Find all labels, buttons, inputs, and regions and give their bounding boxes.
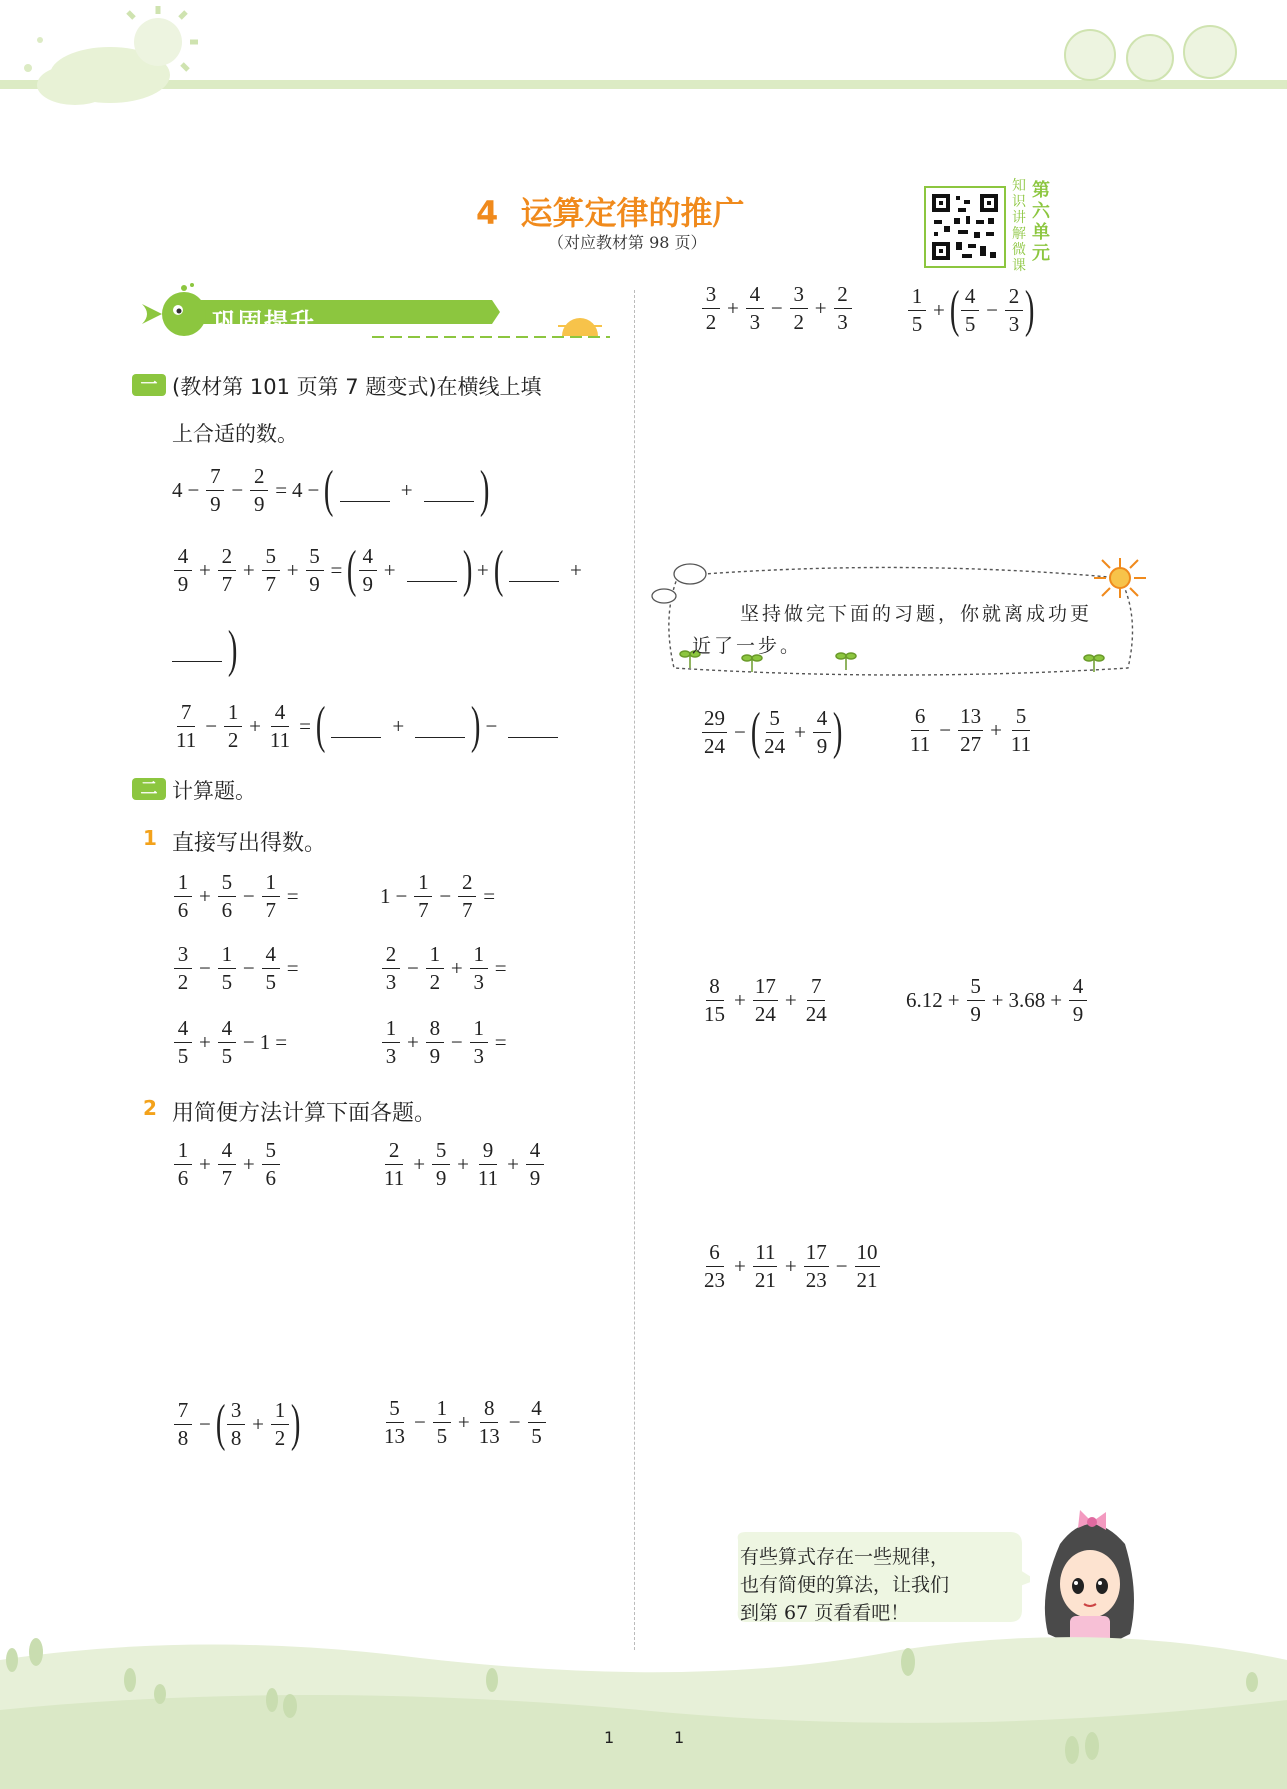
answer-blank[interactable] bbox=[340, 479, 390, 502]
q2-number: 2 bbox=[143, 1096, 157, 1120]
section-badge-label: 巩固提升 bbox=[212, 308, 316, 336]
answer-blank[interactable] bbox=[508, 715, 558, 738]
page-number-left: 1 bbox=[604, 1728, 615, 1747]
tip-text-line2: 近了一步。 bbox=[692, 635, 803, 657]
qr-caption-left: 知识讲解微课 bbox=[1012, 178, 1026, 274]
oral-calc-4: $\frac{2}{3}$ − $\frac{1}{2}$ + $\frac{1}{3}$ = bbox=[380, 944, 512, 993]
qr-code[interactable] bbox=[924, 186, 1006, 268]
oral-calc-5: $\frac{4}{5}$ + $\frac{4}{5}$ − 1 = bbox=[172, 1018, 292, 1067]
fill-blank-equation-1: 4 − $\frac{7}{9}$ − $\frac{2}{9}$ = 4 − ( + ) bbox=[172, 461, 489, 518]
lesson-title: 4 运算定律的推广 bbox=[476, 194, 745, 232]
fill-blank-equation-3: $\frac{7}{11}$ − $\frac{1}{2}$ + $\frac{4}{11}$ = ( + ) − bbox=[172, 700, 564, 752]
part2-marker: 二 bbox=[132, 778, 166, 800]
speech-line1: 有些算式存在一些规律， bbox=[740, 1546, 950, 1568]
q2-text: 用简便方法计算下面各题。 bbox=[172, 1101, 437, 1126]
part1-instruction-line1: (教材第 101 页第 7 题变式)在横线上填 bbox=[172, 375, 542, 399]
oral-calc-1: $\frac{1}{6}$ + $\frac{5}{6}$ − $\frac{1}{7}$ = bbox=[172, 872, 304, 921]
simplify-calc-5: $\frac{3}{2}$ + $\frac{4}{3}$ − $\frac{3}{2}$ + $\frac{2}{3}$ bbox=[700, 284, 854, 333]
answer-blank[interactable] bbox=[172, 639, 222, 662]
answer-blank[interactable] bbox=[415, 715, 465, 738]
page-number-right: 1 bbox=[674, 1728, 685, 1747]
q1-text: 直接写出得数。 bbox=[172, 831, 327, 856]
part1-marker: 一 bbox=[132, 374, 166, 396]
lesson-textbook-ref: （对应教材第 98 页） bbox=[548, 233, 707, 252]
simplify-calc-4: $\frac{5}{13}$ − $\frac{1}{5}$ + $\frac{8}{13}$ − $\frac{4}{5}$ bbox=[380, 1398, 548, 1447]
answer-blank[interactable] bbox=[331, 715, 381, 738]
header-decoration bbox=[0, 0, 1287, 120]
simplify-calc-11: $\frac{6}{23}$ + $\frac{11}{21}$ + $\frac{17}{23}$ − $\frac{10}{21}$ bbox=[704, 1240, 878, 1292]
simplify-calc-7: $\frac{29}{24}$ − ( $\frac{5}{24}$ + $\frac{4}{9}$ ) bbox=[704, 703, 843, 760]
q1-number: 1 bbox=[143, 826, 157, 850]
simplify-calc-8: $\frac{6}{11}$ − $\frac{13}{27}$ + $\frac{5}{11}$ bbox=[910, 704, 1032, 756]
simplify-calc-1: $\frac{1}{6}$ + $\frac{4}{7}$ + $\frac{5}{6}$ bbox=[172, 1140, 282, 1189]
footer-landscape bbox=[0, 1620, 1287, 1789]
oral-calc-2: 1 − $\frac{1}{7}$ − $\frac{2}{7}$ = bbox=[380, 870, 496, 922]
simplify-calc-6: $\frac{1}{5}$ + ( $\frac{4}{5}$ − $\frac{2}{3}$ ) bbox=[906, 284, 1034, 336]
fill-blank-equation-2: $\frac{4}{9}$ + $\frac{2}{7}$ + $\frac{5}{7}$ + $\frac{5}{9}$ = ( $\frac{4}{9}$ + ) + ( + bbox=[172, 544, 587, 596]
speech-line2: 也有简便的算法，让我们 bbox=[740, 1574, 950, 1596]
part1-instruction-line2: 上合适的数。 bbox=[172, 422, 298, 446]
qr-code-icon bbox=[930, 192, 1000, 262]
oral-calc-3: $\frac{3}{2}$ − $\frac{1}{5}$ − $\frac{4}{5}$ = bbox=[172, 944, 304, 993]
answer-blank[interactable] bbox=[509, 559, 559, 582]
qr-caption-right: 第六单元 bbox=[1032, 180, 1050, 264]
simplify-calc-10: 6.12 + $\frac{5}{9}$ + 3.68 + $\frac{4}{9}$ bbox=[906, 976, 1089, 1025]
oral-calc-6: $\frac{1}{3}$ + $\frac{8}{9}$ − $\frac{1}{3}$ = bbox=[380, 1018, 512, 1067]
section-badge-banner bbox=[132, 282, 612, 342]
simplify-calc-2: $\frac{2}{11}$ + $\frac{5}{9}$ + $\frac{9}{11}$ + $\frac{4}{9}$ bbox=[380, 1140, 546, 1189]
speech-line3: 到第 67 页看看吧！ bbox=[740, 1602, 910, 1624]
tip-text-line1: 坚持做完下面的习题，你就离成功更 bbox=[740, 603, 1093, 625]
column-divider bbox=[634, 290, 635, 1650]
fill-blank-equation-2-cont: ) bbox=[172, 624, 237, 676]
part2-title: 计算题。 bbox=[172, 779, 256, 803]
simplify-calc-3: $\frac{7}{8}$ − ( $\frac{3}{8}$ + $\frac{1}{2}$ ) bbox=[172, 1398, 300, 1450]
answer-blank[interactable] bbox=[424, 479, 474, 502]
answer-blank[interactable] bbox=[407, 559, 457, 582]
simplify-calc-9: $\frac{8}{15}$ + $\frac{17}{24}$ + $\frac{7}{24}$ bbox=[704, 974, 827, 1026]
